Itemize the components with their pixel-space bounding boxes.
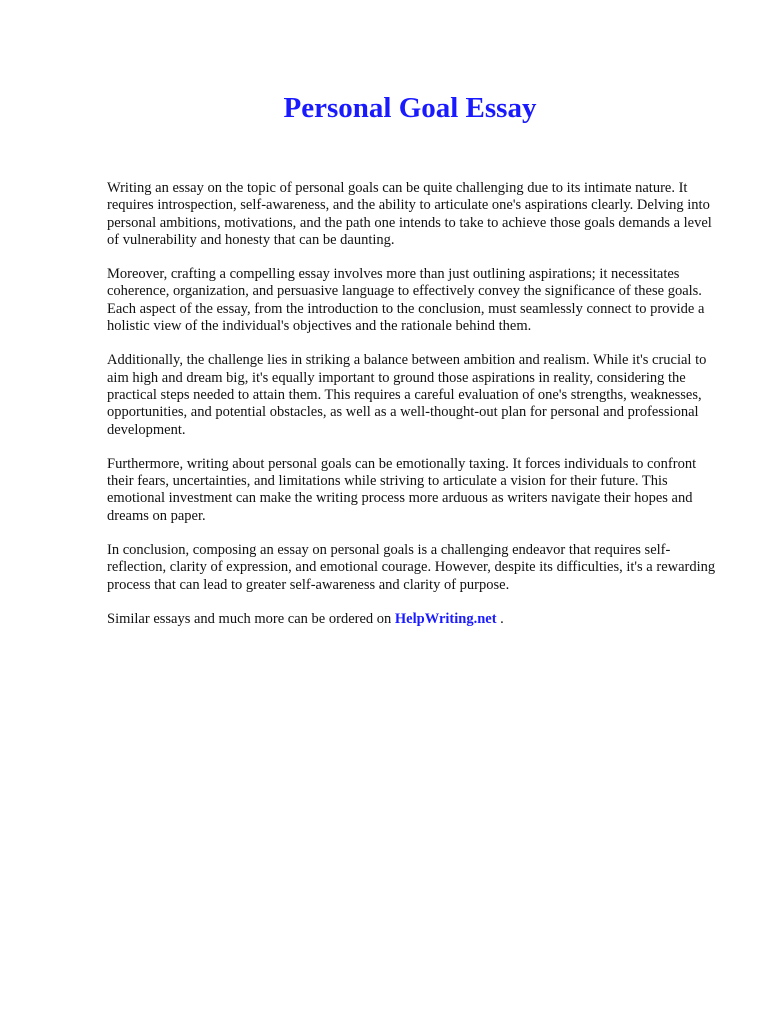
closing-suffix: . [496, 610, 504, 627]
paragraph-2: Moreover, crafting a compelling essay involves more than just outlining aspirations; it necessitates coherence, organization, and persuasive language to effectively convey the significance of these goals. Each aspect of the essay, from the introduction to the conclusion, must seamlessly connect to provide a holistic view of the individual's objectives and the rationale behind them. [107, 266, 705, 335]
helpwriting-link[interactable]: HelpWriting.net [394, 610, 497, 627]
closing-prefix: Similar essays and much more can be ordered on [107, 610, 395, 627]
paragraph-4: Furthermore, writing about personal goals can be emotionally taxing. It forces individuals to confront their fears, uncertainties, and limitations while striving to articulate a vision for their future. This emotional investment can make the writing process more arduous as writers navigate their hopes and dreams on paper. [107, 455, 697, 524]
paragraph-3: Additionally, the challenge lies in striking a balance between ambition and realism. While it's crucial to aim high and dream big, it's equally important to ground those aspirations in reality, considering the practical steps needed to attain them. This requires a careful evaluation of one's strengths, weaknesses, opportunities, and potential obstacles, as well as a well-thought-out plan for personal and professional development. [107, 352, 707, 438]
paragraph-1: Writing an essay on the topic of personal goals can be quite challenging due to its intimate nature. It requires introspection, self-awareness, and the ability to articulate one's aspirations clearly. Delving into personal ambitions, motivations, and the path one intends to take to achieve those goals demands a level of vulnerability and honesty that can be daunting. [107, 180, 712, 248]
essay-body [107, 180, 717, 645]
closing-line [107, 611, 717, 628]
page-title: Personal Goal Essay [283, 92, 537, 124]
paragraph-5: In conclusion, composing an essay on personal goals is a challenging endeavor that requires self-reflection, clarity of expression, and emotional courage. However, despite its difficulties, it's a rewarding process that can lead to greater self-awareness and clarity of purpose. [107, 542, 716, 593]
